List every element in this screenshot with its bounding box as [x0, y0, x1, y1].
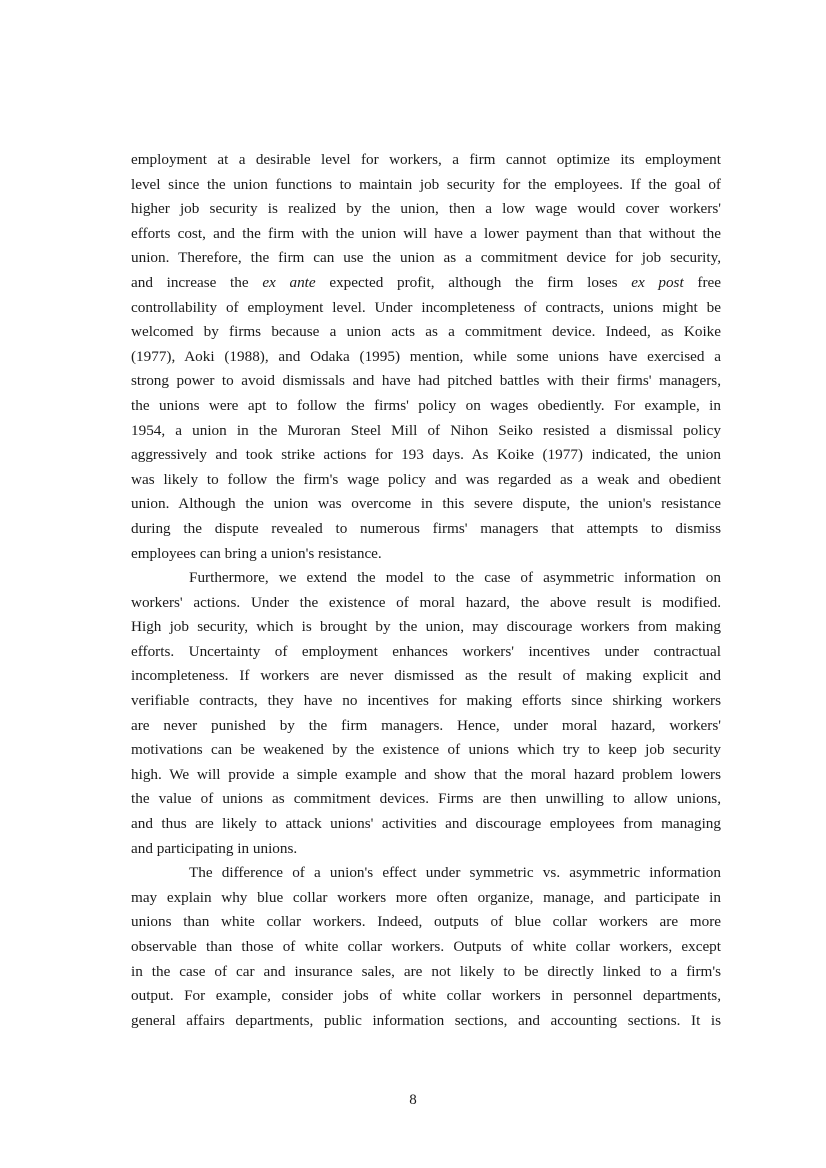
body-text — [131, 148, 721, 1033]
text-line: level since the union functions to maintain job security for the employees. If the goal of — [131, 175, 721, 193]
text-line: efforts cost, and the firm with the union will have a lower payment than that without the — [131, 224, 721, 242]
text-line: controllability of employment level. Under incompleteness of contracts, unions might be — [131, 298, 721, 316]
text-line: output. For example, consider jobs of white collar workers in personnel departments, — [131, 987, 721, 1005]
text-line: union. Although the union was overcome in this severe dispute, the union's resistance — [131, 495, 721, 513]
page-number: 8 — [409, 1092, 417, 1108]
text-line: (1977), Aoki (1988), and Odaka (1995) mention, while some unions have exercised a — [131, 347, 721, 365]
text-line: verifiable contracts, they have no incentives for making efforts since shirking workers — [131, 692, 721, 710]
text-line: union. Therefore, the firm can use the union as a commitment device for job security, — [131, 249, 721, 267]
text-line: and participating in unions. — [131, 839, 298, 857]
text-line: was likely to follow the firm's wage policy and was regarded as a weak and obedient — [131, 470, 721, 488]
text-line: are never punished by the firm managers. Hence, under moral hazard, workers' — [131, 716, 721, 734]
text-line: general affairs departments, public information sections, and accounting sections. It is — [131, 1011, 721, 1029]
text-line: high. We will provide a simple example and show that the moral hazard problem lowers — [131, 765, 721, 783]
text-line: workers' actions. Under the existence of moral hazard, the above result is modified. — [131, 593, 721, 611]
text-line: motivations can be weakened by the existence of unions which try to keep job security — [131, 741, 721, 759]
text-line: strong power to avoid dismissals and have had pitched battles with their firms' managers, — [131, 372, 721, 390]
text-line: 1954, a union in the Muroran Steel Mill of Nihon Seiko resisted a dismissal policy — [131, 421, 721, 439]
text-line: employment at a desirable level for workers, a firm cannot optimize its employment — [131, 151, 721, 168]
text-line: efforts. Uncertainty of employment enhances workers' incentives under contractual — [131, 642, 721, 660]
text-line: during the dispute revealed to numerous firms' managers that attempts to dismiss — [131, 519, 721, 537]
text-line: Furthermore, we extend the model to the case of asymmetric information on — [189, 569, 721, 587]
text-line: employees can bring a union's resistance. — [131, 544, 382, 562]
text-line: and thus are likely to attack unions' activities and discourage employees from managing — [131, 815, 721, 833]
text-line: the value of unions as commitment devices. Firms are then unwilling to allow unions, — [131, 790, 721, 808]
text-line: aggressively and took strike actions for 193 days. As Koike (1977) indicated, the union — [131, 446, 721, 464]
text-line: High job security, which is brought by the union, may discourage workers from making — [131, 618, 721, 636]
text-line: welcomed by firms because a union acts as a commitment device. Indeed, as Koike — [131, 323, 721, 341]
text-line: The difference of a union's effect under symmetric vs. asymmetric information — [189, 864, 721, 882]
text-line: higher job security is realized by the union, then a low wage would cover workers' — [131, 200, 721, 218]
text-line: unions than white collar workers. Indeed, outputs of blue collar workers are more — [131, 913, 721, 931]
text-line: observable than those of white collar workers. Outputs of white collar workers, except — [131, 938, 721, 955]
text-line: incompleteness. If workers are never dismissed as the result of making explicit and — [131, 667, 721, 685]
text-line: the unions were apt to follow the firms' policy on wages obediently. For example, in — [131, 396, 721, 414]
text-line: and increase the ex ante expected profit, although the firm loses ex post free — [131, 273, 721, 291]
text-line: in the case of car and insurance sales, are not likely to be directly linked to a firm's — [131, 962, 721, 980]
text-line: may explain why blue collar workers more often organize, manage, and participate in — [131, 888, 721, 906]
